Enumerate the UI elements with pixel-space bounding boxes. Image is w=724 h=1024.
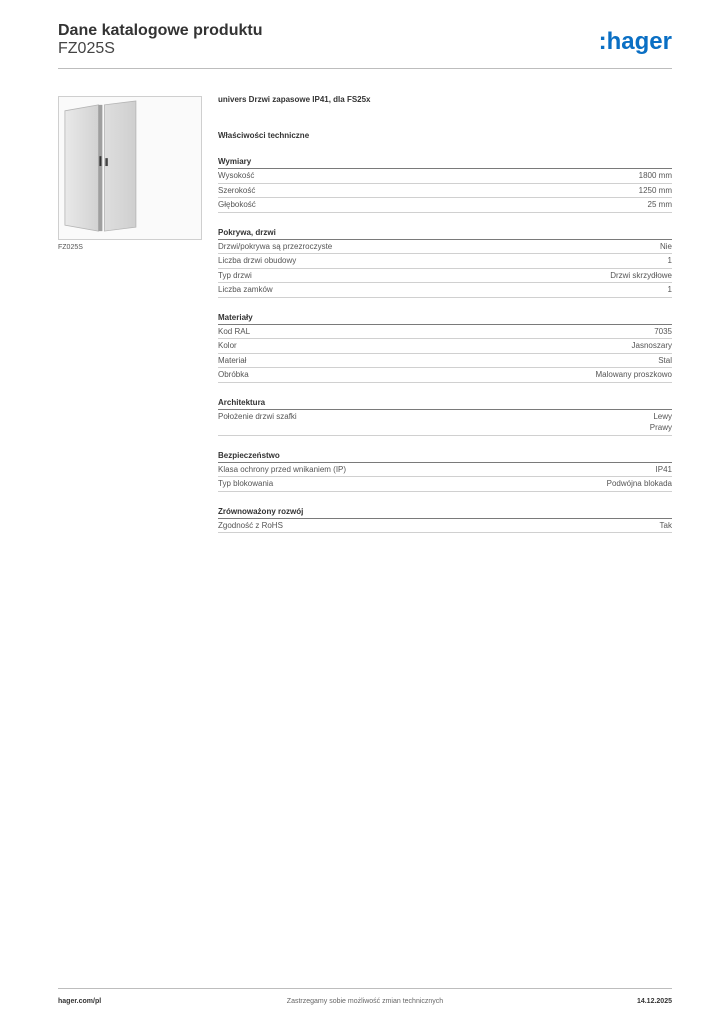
property-value-line: Malowany proszkowo <box>595 370 672 379</box>
property-value <box>656 464 672 476</box>
property-label: Zgodność z RoHS <box>218 520 283 530</box>
footer-divider <box>58 988 672 989</box>
property-value <box>654 326 672 338</box>
properties-section <box>218 450 672 492</box>
property-row <box>218 184 672 199</box>
property-row <box>218 463 672 478</box>
property-value-line: 1800 mm <box>638 171 672 180</box>
header <box>58 20 672 70</box>
property-row <box>218 269 672 284</box>
section-title: Zrównoważony rozwój <box>218 506 672 519</box>
hager-logo <box>592 26 672 56</box>
property-row <box>218 410 672 436</box>
cabinet-doors-illustration <box>59 97 201 239</box>
property-value-line: 7035 <box>654 326 672 336</box>
property-value <box>648 199 672 211</box>
property-value <box>660 520 672 532</box>
header-divider <box>58 68 672 69</box>
property-value-line: Nie <box>659 241 672 251</box>
property-value <box>607 478 672 490</box>
footer-notice: Zastrzegamy sobie możliwość zmian technicznych <box>286 998 444 1005</box>
properties-section <box>218 397 672 436</box>
property-label: Kod RAL <box>218 326 251 336</box>
properties-section <box>218 506 672 534</box>
property-value-line: Lewy <box>653 411 672 421</box>
property-value-line: IP41 <box>655 464 672 474</box>
property-value-line: Podwójna blokada <box>606 479 672 488</box>
property-label: Materiał <box>218 355 247 365</box>
property-value-line: 1250 mm <box>638 185 672 195</box>
properties-section <box>218 156 672 213</box>
property-label: Głębokość <box>218 200 256 209</box>
section-title: Wymiary <box>218 156 672 169</box>
property-value <box>668 284 672 296</box>
image-caption: FZ025S <box>58 244 83 251</box>
property-value-line: Jasnoszary <box>631 341 672 350</box>
property-value <box>596 369 672 381</box>
product-content <box>218 94 672 533</box>
property-value-line: 1 <box>667 285 672 294</box>
property-row <box>218 254 672 269</box>
properties-section <box>218 227 672 298</box>
property-value-line: Stal <box>658 355 672 365</box>
property-label: Liczba drzwi obudowy <box>218 256 297 265</box>
property-label: Drzwi/pokrywa są przezroczyste <box>218 241 333 251</box>
property-row <box>218 240 672 255</box>
product-image <box>58 96 202 240</box>
property-value <box>639 185 672 197</box>
property-label: Typ blokowania <box>218 479 274 488</box>
property-value <box>632 340 672 352</box>
property-row <box>218 477 672 492</box>
property-value-line: Drzwi skrzydłowe <box>610 270 672 280</box>
property-value-line: Tak <box>659 520 672 530</box>
product-code: FZ025S <box>58 40 115 57</box>
property-row <box>218 325 672 340</box>
property-value <box>668 255 672 267</box>
footer <box>58 998 672 1010</box>
property-label: Wysokość <box>218 171 255 180</box>
property-row <box>218 354 672 369</box>
property-row <box>218 368 672 383</box>
property-label: Typ drzwi <box>218 270 252 280</box>
property-value <box>658 355 672 367</box>
property-label: Liczba zamków <box>218 285 273 294</box>
section-title: Materiały <box>218 312 672 325</box>
property-label: Położenie drzwi szafki <box>218 411 297 421</box>
property-value <box>610 270 672 282</box>
technical-properties-title: Właściwości techniczne <box>218 131 310 140</box>
property-value <box>660 241 672 253</box>
property-label: Klasa ochrony przed wnikaniem (IP) <box>218 464 347 474</box>
property-label: Szerokość <box>218 185 256 195</box>
property-row <box>218 339 672 354</box>
section-title: Bezpieczeństwo <box>218 450 672 463</box>
property-value <box>639 170 672 182</box>
properties-sections <box>218 156 672 533</box>
property-value <box>650 411 672 434</box>
properties-section <box>218 312 672 383</box>
property-value-line: Prawy <box>649 423 672 432</box>
property-label: Kolor <box>218 341 237 350</box>
property-value-line: 25 mm <box>647 200 672 209</box>
property-label: Obróbka <box>218 370 249 379</box>
property-value-line: 1 <box>667 256 672 265</box>
property-row <box>218 198 672 213</box>
property-row <box>218 283 672 298</box>
logo-text: :hager <box>598 28 672 55</box>
section-title: Pokrywa, drzwi <box>218 227 672 240</box>
footer-date: 14.12.2025 <box>636 998 672 1005</box>
product-description: univers Drzwi zapasowe IP41, dla FS25x <box>218 95 371 104</box>
property-row <box>218 169 672 184</box>
footer-website: hager.com/pl <box>58 998 102 1005</box>
page-title: Dane katalogowe produktu <box>58 22 263 39</box>
property-row <box>218 519 672 534</box>
section-title: Architektura <box>218 397 672 410</box>
